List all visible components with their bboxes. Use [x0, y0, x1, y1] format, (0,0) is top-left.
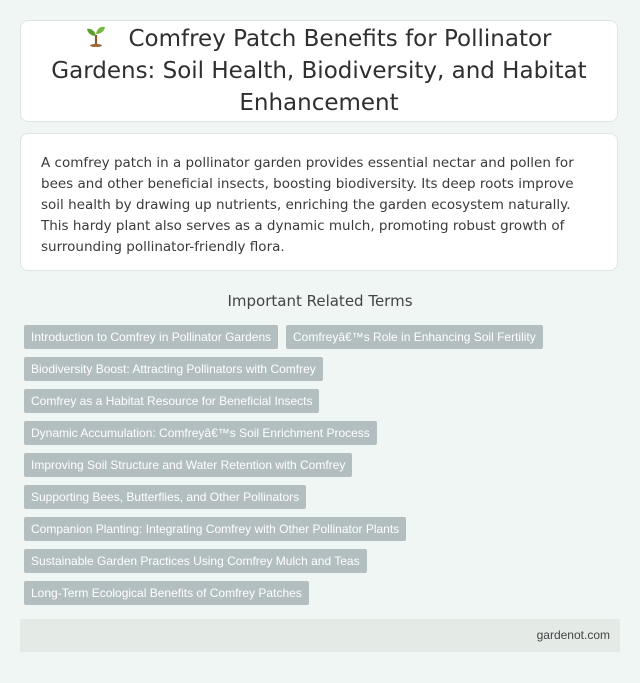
summary-card [20, 133, 618, 271]
related-term-tag[interactable]: Dynamic Accumulation: Comfreyâ€™s Soil Enrichment Process [24, 421, 377, 445]
related-terms-heading: Important Related Terms [227, 292, 413, 310]
related-term-tag[interactable]: Supporting Bees, Butterflies, and Other Pollinators [24, 485, 306, 509]
related-term-tag[interactable]: Long-Term Ecological Benefits of Comfrey Patches [24, 581, 309, 605]
page-title [21, 23, 617, 119]
related-term-tag[interactable]: Sustainable Garden Practices Using Comfrey Mulch and Teas [24, 549, 367, 573]
summary-text: A comfrey patch in a pollinator garden provides essential nectar and pollen for bees and other beneficial insects, boosting biodiversity. Its deep roots improve soil health by drawing up nutrients, enriching the garden ecosystem naturally. This hardy plant also serves as a dynamic mulch, promoting robust growth of surrounding pollinator-friendly flora. [41, 155, 574, 255]
sprout-icon [86, 25, 106, 47]
related-term-tag[interactable]: Biodiversity Boost: Attracting Pollinators with Comfrey [24, 357, 323, 381]
related-term-tag[interactable]: Comfrey as a Habitat Resource for Beneficial Insects [24, 389, 319, 413]
related-term-tag[interactable]: Introduction to Comfrey in Pollinator Gardens [24, 325, 278, 349]
related-term-tag[interactable]: Improving Soil Structure and Water Retention with Comfrey [24, 453, 352, 477]
related-term-tag[interactable]: Comfreyâ€™s Role in Enhancing Soil Fertility [286, 325, 543, 349]
related-term-tag[interactable]: Companion Planting: Integrating Comfrey with Other Pollinator Plants [24, 517, 406, 541]
footer [20, 619, 620, 652]
footer-site[interactable]: gardenot.com [536, 628, 610, 642]
title-card [20, 20, 618, 122]
page-title-text: Comfrey Patch Benefits for Pollinator Gardens: Soil Health, Biodiversity, and Habitat Enhancement [51, 26, 587, 116]
